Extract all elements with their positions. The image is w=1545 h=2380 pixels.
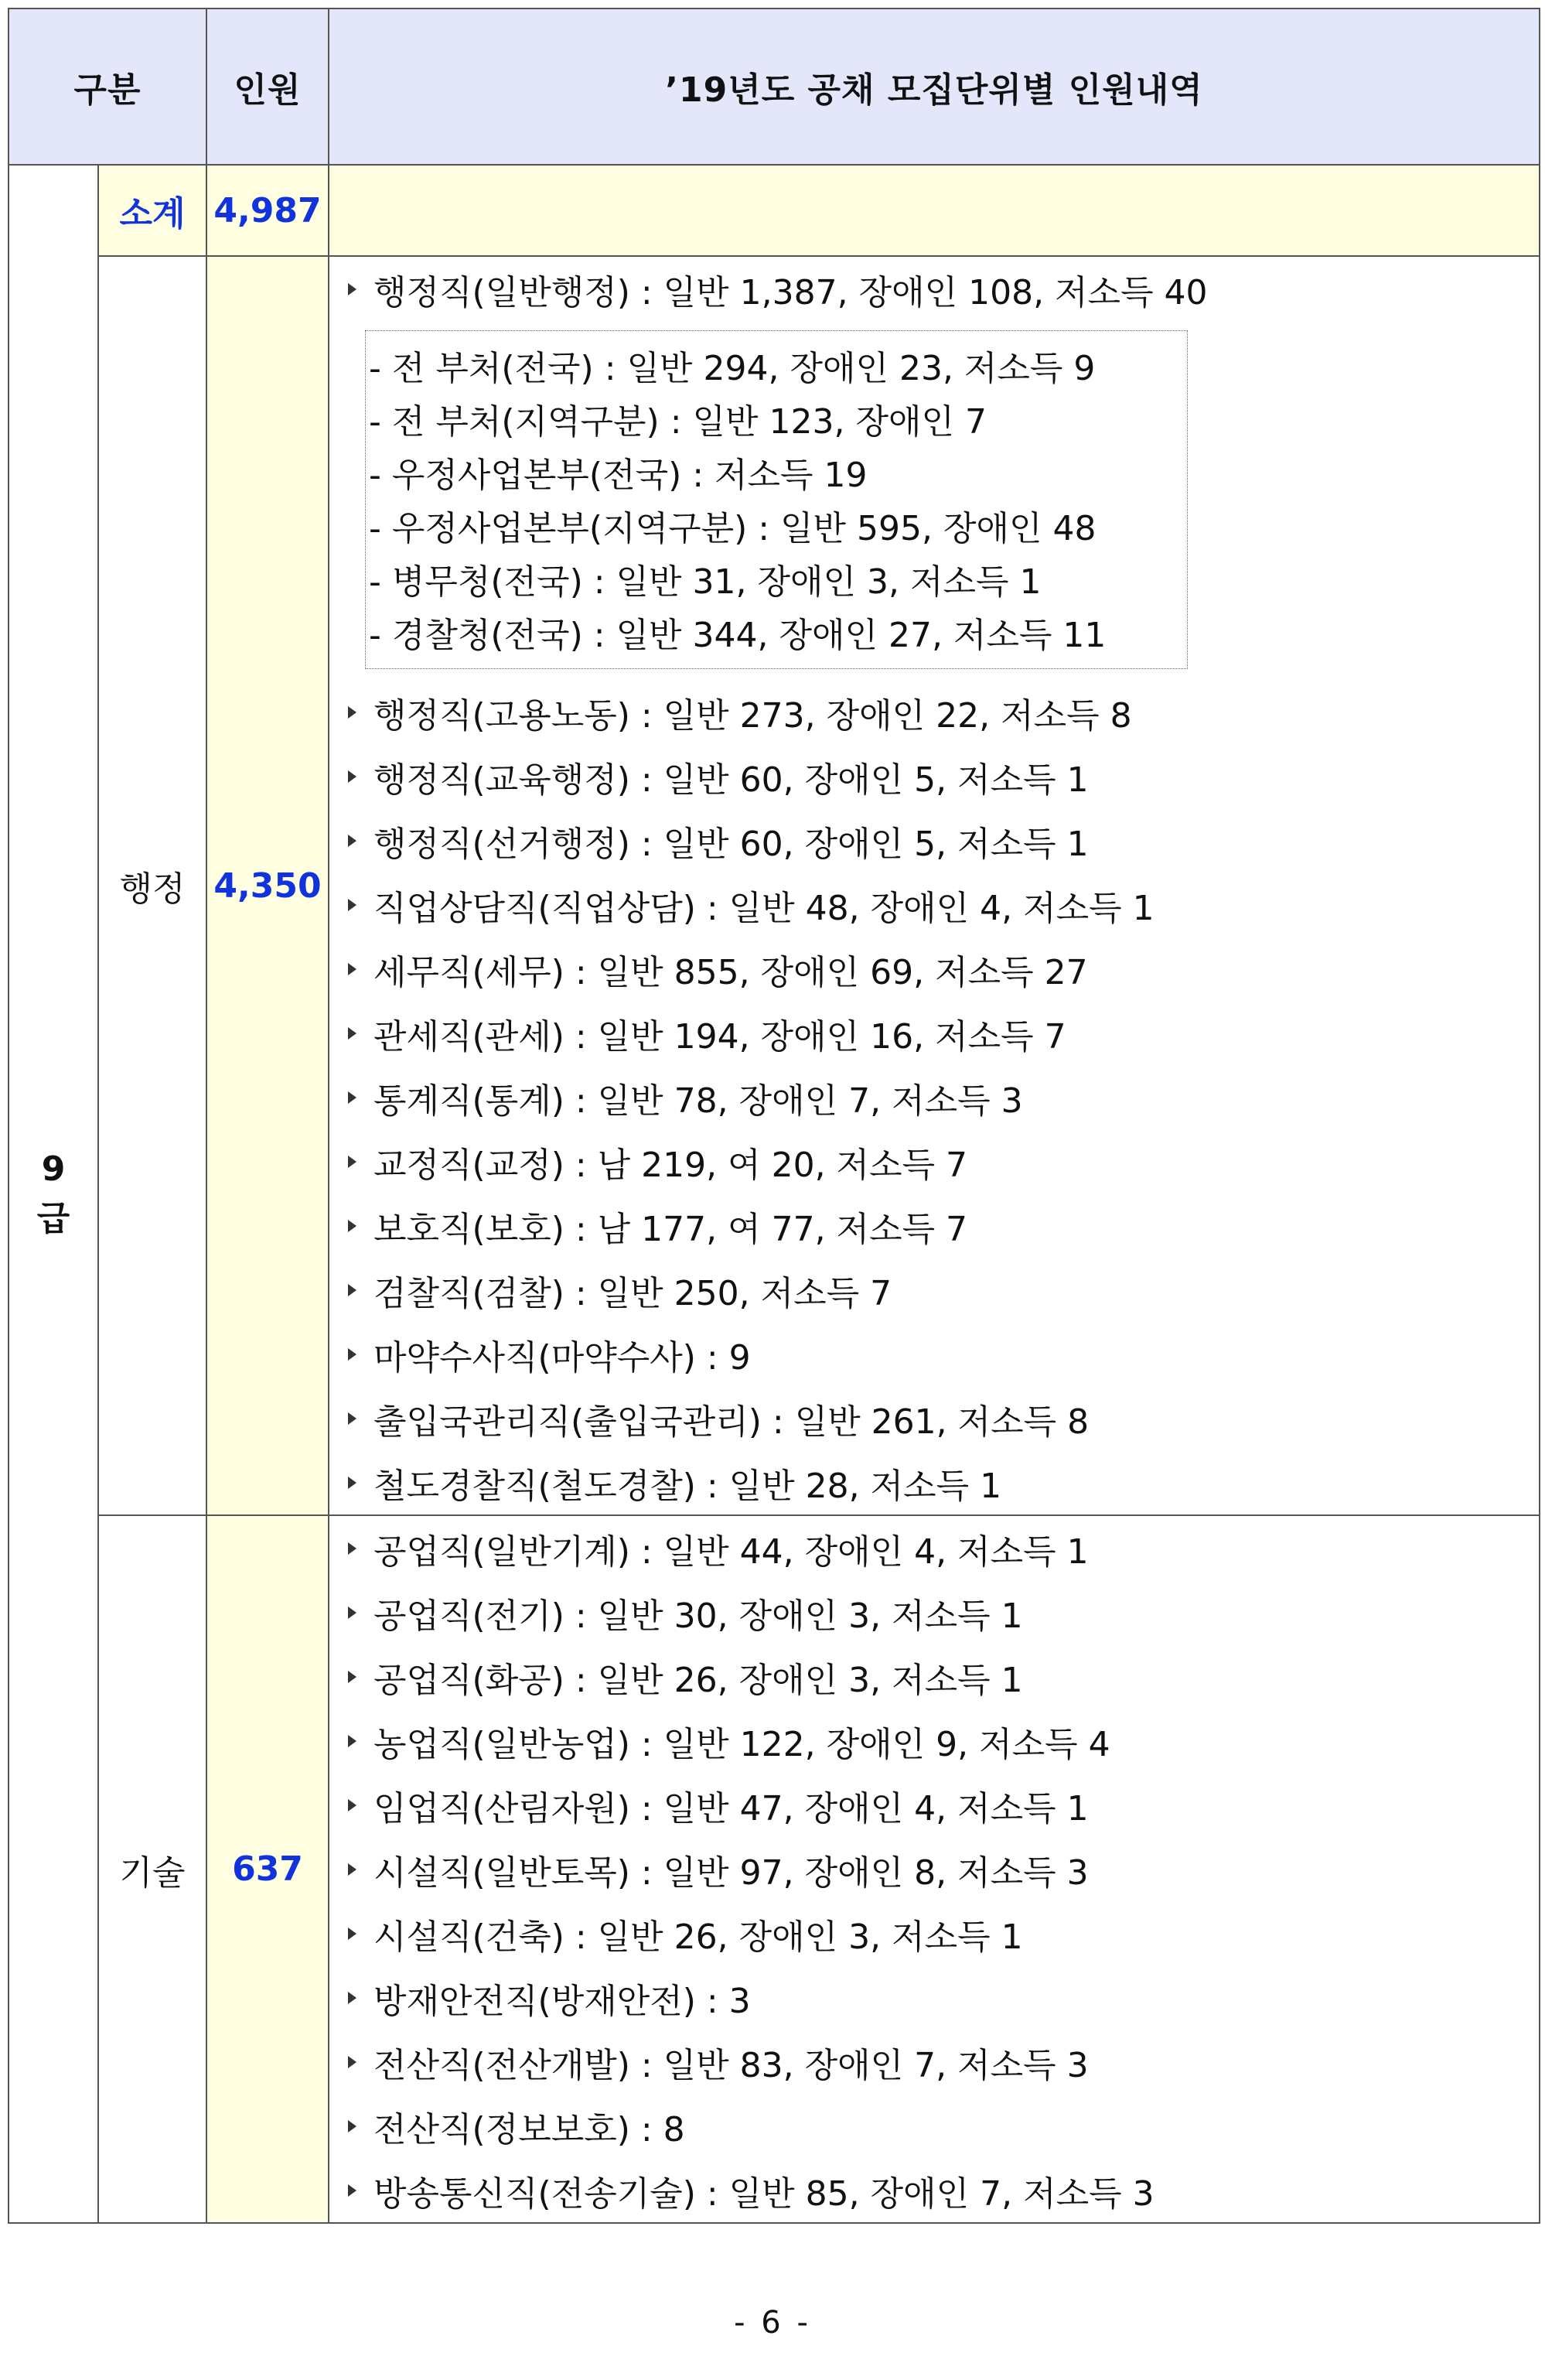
list-item-text: 전산직(전산개발) : 일반 83, 장애인 7, 저소득 3 xyxy=(373,2045,1089,2085)
list-item xyxy=(348,1965,1539,2030)
list-item-text: 보호직(보호) : 남 177, 여 77, 저소득 7 xyxy=(373,1209,968,1249)
recruitment-table xyxy=(8,8,1540,2224)
triangle-bullet-icon xyxy=(348,1477,356,1489)
admin-item-list xyxy=(348,680,1539,1514)
admin-count: 4,350 xyxy=(206,256,329,1515)
list-item-text: 행정직(선거행정) : 일반 60, 장애인 5, 저소득 1 xyxy=(373,824,1089,864)
triangle-bullet-icon xyxy=(348,706,356,719)
list-item xyxy=(348,872,1539,937)
triangle-bullet-icon xyxy=(348,1027,356,1040)
list-item-text: 방송통신직(전송기술) : 일반 85, 장애인 7, 저소득 3 xyxy=(373,2173,1154,2214)
triangle-bullet-icon xyxy=(348,2184,356,2197)
list-item xyxy=(348,808,1539,872)
triangle-bullet-icon xyxy=(348,835,356,847)
list-item-text: 직업상담직(직업상담) : 일반 48, 장애인 4, 저소득 1 xyxy=(373,888,1154,928)
list-item xyxy=(348,1773,1539,1837)
list-item xyxy=(348,1193,1539,1258)
list-item xyxy=(348,1837,1539,1901)
list-item-text: 철도경찰직(철도경찰) : 일반 28, 저소득 1 xyxy=(373,1466,1002,1506)
list-item-text: 공업직(전기) : 일반 30, 장애인 3, 저소득 1 xyxy=(373,1596,1023,1636)
list-item-text: 임업직(산림자원) : 일반 47, 장애인 4, 저소득 1 xyxy=(373,1788,1089,1829)
list-item xyxy=(348,1001,1539,1065)
triangle-bullet-icon xyxy=(348,1671,356,1683)
list-item xyxy=(348,1709,1539,1773)
list-item xyxy=(348,2094,1539,2158)
list-item-text: 행정직(고용노동) : 일반 273, 장애인 22, 저소득 8 xyxy=(373,695,1132,736)
list-item-text: 마약수사직(마약수사) : 9 xyxy=(373,1337,751,1378)
header-details: ’19년도 공채 모집단위별 인원내역 xyxy=(329,9,1540,165)
list-item-text: 관세직(관세) : 일반 194, 장애인 16, 저소득 7 xyxy=(373,1016,1066,1057)
list-item xyxy=(348,2030,1539,2094)
list-item xyxy=(348,680,1539,744)
list-item-text: 공업직(일반기계) : 일반 44, 장애인 4, 저소득 1 xyxy=(373,1531,1089,1572)
subtotal-value: 4,987 xyxy=(206,165,329,256)
triangle-bullet-icon xyxy=(348,1220,356,1232)
triangle-bullet-icon xyxy=(348,1799,356,1811)
list-item xyxy=(348,257,1539,321)
sub-item: - 우정사업본부(지역구분) : 일반 595, 장애인 48 xyxy=(369,509,1097,548)
triangle-bullet-icon xyxy=(348,1928,356,1940)
list-item xyxy=(348,1644,1539,1709)
tech-count: 637 xyxy=(206,1515,329,2223)
grade-cell xyxy=(9,165,98,2223)
grade-number: 9 xyxy=(41,1149,66,1189)
triangle-bullet-icon xyxy=(348,1992,356,2004)
list-item xyxy=(348,1580,1539,1644)
list-item xyxy=(348,1065,1539,1129)
table-header-row xyxy=(9,9,1540,165)
subtotal-details xyxy=(329,165,1540,256)
header-headcount: 인원 xyxy=(206,9,329,165)
list-item xyxy=(348,1901,1539,1965)
triangle-bullet-icon xyxy=(348,283,356,295)
list-item-text: 시설직(일반토목) : 일반 97, 장애인 8, 저소득 3 xyxy=(373,1852,1089,1893)
triangle-bullet-icon xyxy=(348,1863,356,1876)
admin-row xyxy=(9,256,1540,1515)
triangle-bullet-icon xyxy=(348,1284,356,1296)
triangle-bullet-icon xyxy=(348,963,356,975)
tech-details xyxy=(329,1515,1540,2223)
admin-details xyxy=(329,256,1540,1515)
header-category: 구분 xyxy=(9,9,206,165)
tech-row xyxy=(9,1515,1540,2223)
list-item xyxy=(348,744,1539,808)
list-item-text: 행정직(일반행정) : 일반 1,387, 장애인 108, 저소득 40 xyxy=(373,272,1208,312)
sub-item-box xyxy=(365,330,1188,669)
tech-label: 기술 xyxy=(98,1515,206,2223)
triangle-bullet-icon xyxy=(348,1156,356,1168)
sub-item: - 우정사업본부(전국) : 저소득 19 xyxy=(369,456,868,495)
list-item-text: 검찰직(검찰) : 일반 250, 저소득 7 xyxy=(373,1273,892,1313)
sub-item: - 전 부처(전국) : 일반 294, 장애인 23, 저소득 9 xyxy=(369,349,1096,388)
list-item-text: 세무직(세무) : 일반 855, 장애인 69, 저소득 27 xyxy=(373,952,1088,992)
triangle-bullet-icon xyxy=(348,1091,356,1104)
triangle-bullet-icon xyxy=(348,1607,356,1619)
sub-item: - 병무청(전국) : 일반 31, 장애인 3, 저소득 1 xyxy=(369,562,1042,602)
list-item xyxy=(348,1258,1539,1322)
list-item-text: 출입국관리직(출입국관리) : 일반 261, 저소득 8 xyxy=(373,1402,1090,1442)
list-item-text: 방재안전직(방재안전) : 3 xyxy=(373,1981,751,2021)
list-item xyxy=(348,1386,1539,1450)
list-item xyxy=(348,937,1539,1001)
triangle-bullet-icon xyxy=(348,1348,356,1361)
page-number: - 6 - xyxy=(734,2305,811,2341)
grade-unit: 급 xyxy=(36,1198,70,1238)
triangle-bullet-icon xyxy=(348,899,356,911)
list-item-text: 농업직(일반농업) : 일반 122, 장애인 9, 저소득 4 xyxy=(373,1724,1110,1764)
subtotal-label: 소계 xyxy=(98,165,206,256)
list-item-text: 공업직(화공) : 일반 26, 장애인 3, 저소득 1 xyxy=(373,1660,1023,1700)
list-item-text: 행정직(교육행정) : 일반 60, 장애인 5, 저소득 1 xyxy=(373,760,1089,800)
list-item xyxy=(348,2158,1539,2222)
list-item-text: 교정직(교정) : 남 219, 여 20, 저소득 7 xyxy=(373,1145,968,1185)
list-item xyxy=(348,1322,1539,1386)
sub-item: - 전 부처(지역구분) : 일반 123, 장애인 7 xyxy=(369,402,987,442)
triangle-bullet-icon xyxy=(348,2120,356,2132)
list-item xyxy=(348,1516,1539,1580)
sub-item: - 경찰청(전국) : 일반 344, 장애인 27, 저소득 11 xyxy=(369,616,1107,655)
list-item-text: 전산직(정보보호) : 8 xyxy=(373,2109,685,2150)
list-item xyxy=(348,1450,1539,1514)
list-item xyxy=(348,1129,1539,1193)
triangle-bullet-icon xyxy=(348,2056,356,2068)
triangle-bullet-icon xyxy=(348,1412,356,1425)
list-item-text: 시설직(건축) : 일반 26, 장애인 3, 저소득 1 xyxy=(373,1917,1023,1957)
triangle-bullet-icon xyxy=(348,770,356,783)
subtotal-row xyxy=(9,165,1540,256)
triangle-bullet-icon xyxy=(348,1735,356,1747)
triangle-bullet-icon xyxy=(348,1542,356,1555)
list-item-text: 통계직(통계) : 일반 78, 장애인 7, 저소득 3 xyxy=(373,1081,1023,1121)
admin-label: 행정 xyxy=(98,256,206,1515)
tech-item-list xyxy=(348,1516,1539,2222)
